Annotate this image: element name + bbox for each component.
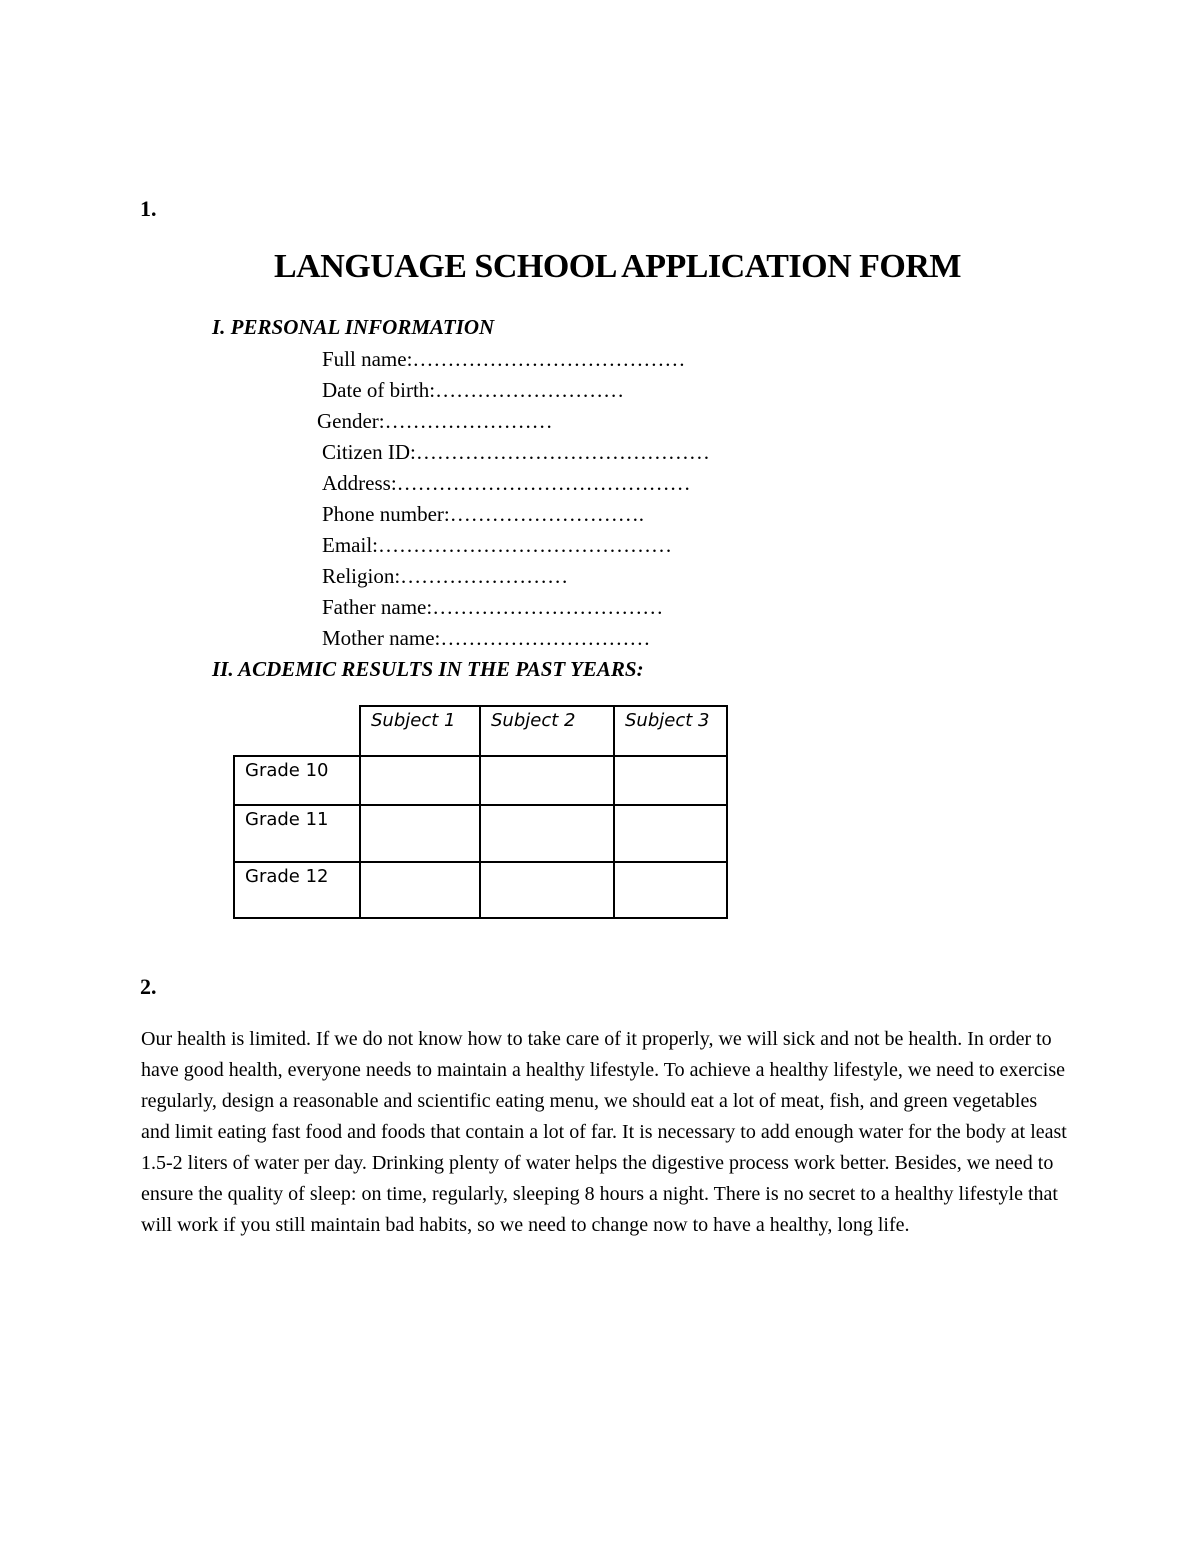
address-field: Address:…………………………………… [322, 471, 691, 495]
column-header-subject-1: Subject 1 [360, 706, 480, 756]
phone-number-field: Phone number:………………………. [322, 502, 644, 526]
religion-field: Religion:…………………… [322, 564, 569, 588]
table-row [234, 805, 727, 862]
section-number-2: 2. [140, 974, 157, 999]
table-cell [480, 805, 614, 862]
email-field: Email:…………………………………… [322, 533, 672, 557]
table-cell [480, 756, 614, 805]
table-cell [614, 862, 727, 918]
column-header-subject-3: Subject 3 [614, 706, 727, 756]
table-cell [360, 862, 480, 918]
row-header-grade-10: Grade 10 [234, 756, 360, 805]
father-name-field: Father name:…………………………… [322, 595, 664, 619]
date-of-birth-field: Date of birth:……………………… [322, 378, 625, 402]
form-title: LANGUAGE SCHOOL APPLICATION FORM [273, 248, 962, 285]
citizen-id-field: Citizen ID:…………………………………… [322, 440, 710, 464]
table-cell [614, 756, 727, 805]
table-header-row [234, 706, 727, 756]
table-cell [614, 805, 727, 862]
academic-results-table [233, 705, 728, 919]
essay-paragraph: Our health is limited. If we do not know how to take care of it properly, we will sick and not be health. In order to have good health, everyone needs to maintain a healthy lifestyle. To achieve a healthy lifestyle, we need to exercise regularly, design a reasonable and scientific eating menu, we should eat a lot of meat, fish, and green vegetables and limit eating fast food and foods that contain a lot of far. It is necessary to add enough water for the body at least 1.5-2 liters of water per day. Drinking plenty of water helps the digestive process work better. Besides, we need to ensure the quality of sleep: on time, regularly, sleeping 8 hours a night. There is no secret to a healthy lifestyle that will work if you still maintain bad habits, so we need to change now to have a healthy, long life. [141, 1028, 1067, 1236]
personal-info-heading: I. PERSONAL INFORMATION [212, 315, 495, 339]
row-header-grade-12: Grade 12 [234, 862, 360, 918]
full-name-field: Full name:………………………………… [322, 347, 686, 371]
gender-field: Gender:…………………… [317, 409, 553, 433]
table-corner-cell [234, 706, 360, 756]
section-number-1: 1. [140, 196, 157, 221]
table-cell [360, 756, 480, 805]
table-row [234, 756, 727, 805]
table-row [234, 862, 727, 918]
table-cell [360, 805, 480, 862]
academic-results-heading: II. ACDEMIC RESULTS IN THE PAST YEARS: [212, 657, 644, 681]
row-header-grade-11: Grade 11 [234, 805, 360, 862]
mother-name-field: Mother name:………………………… [322, 626, 651, 650]
column-header-subject-2: Subject 2 [480, 706, 614, 756]
table-cell [480, 862, 614, 918]
